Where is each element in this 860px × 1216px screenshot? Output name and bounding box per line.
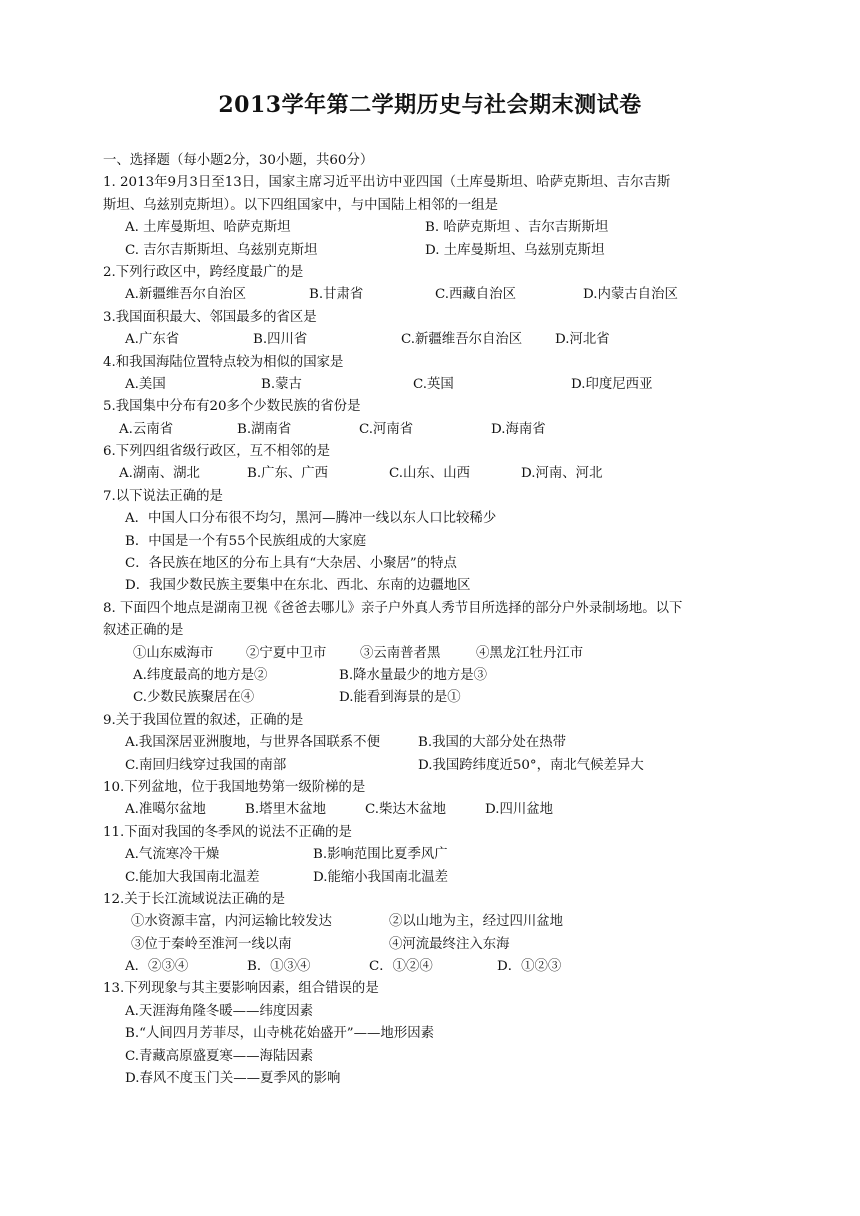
option-a: A.天涯海角隆冬暖——纬度因素 (125, 1003, 314, 1019)
question-10-stem: 10.下列盆地，位于我国地势第一级阶梯的是 (103, 779, 366, 795)
option-c: C.柴达木盆地 (365, 802, 446, 818)
option-d: D.四川盆地 (485, 802, 554, 818)
question-12-options (103, 956, 763, 978)
question-2-stem: 2.下列行政区中，跨经度最广的是 (103, 264, 304, 280)
question-11-options-row-1 (103, 844, 763, 866)
option-b: B. 哈萨克斯坦 、吉尔吉斯斯坦 (425, 220, 609, 236)
option-c: C.英国 (413, 376, 454, 392)
option-d: D.能缩小我国南北温差 (313, 869, 449, 885)
question-12-stem: 12.关于长江流域说法正确的是 (103, 891, 285, 907)
question-10-options (103, 799, 763, 821)
question-9-options-row-1 (103, 732, 763, 754)
option-b: B.湖南省 (237, 421, 292, 437)
option-d: D.河北省 (555, 332, 610, 348)
question-11-options-row-2 (103, 867, 763, 889)
option-d: D．我国少数民族主要集中在东北、西北、东南的边疆地区 (125, 578, 471, 594)
question-4-options (103, 374, 763, 396)
option-d: D.印度尼西亚 (571, 376, 653, 392)
option-a: A．②③④ (125, 959, 189, 975)
option-d: D.能看到海景的是① (339, 690, 461, 706)
question-9-options-row-2 (103, 755, 763, 777)
option-b: B．①③④ (247, 959, 311, 975)
option-c: C.山东、山西 (389, 466, 470, 482)
question-3-options (103, 329, 763, 351)
question-8-options-row-2 (103, 687, 763, 709)
question-8-stem-line-2: 叙述正确的是 (103, 623, 184, 639)
option-a: A．中国人口分布很不均匀，黑河—腾冲一线以东人口比较稀少 (125, 511, 497, 527)
statement-3: ③位于秦岭至淮河一线以南 (131, 936, 292, 952)
option-c: C．①②④ (369, 959, 433, 975)
question-11-stem: 11.下面对我国的冬季风的说法不正确的是 (103, 824, 352, 840)
option-c: C.西藏自治区 (435, 287, 516, 303)
option-b: B.蒙古 (261, 376, 302, 392)
option-c: C.能加大我国南北温差 (125, 869, 260, 885)
option-a: A.广东省 (125, 332, 180, 348)
exam-content (103, 150, 763, 1090)
option-d: D.我国跨纬度近50°，南北气候差异大 (418, 757, 644, 773)
option-a: A.湖南、湖北 (119, 466, 200, 482)
option-a: A.我国深居亚洲腹地，与世界各国联系不便 (125, 735, 380, 751)
option-d: D.河南、河北 (521, 466, 603, 482)
place-2: ②宁夏中卫市 (246, 645, 327, 661)
option-d: D. 土库曼斯坦、乌兹别克斯坦 (425, 242, 605, 258)
place-3: ③云南普者黑 (360, 645, 441, 661)
question-4-stem: 4.和我国海陆位置特点较为相似的国家是 (103, 354, 344, 370)
option-c: C.河南省 (359, 421, 414, 437)
option-b: B.甘肃省 (309, 287, 364, 303)
option-b: B.影响范围比夏季风广 (313, 847, 448, 863)
option-a: A.美国 (125, 376, 166, 392)
question-9-stem: 9.关于我国位置的叙述，正确的是 (103, 712, 304, 728)
option-c: C. 吉尔吉斯斯坦、乌兹别克斯坦 (125, 242, 318, 258)
option-c: C.少数民族聚居在④ (133, 690, 255, 706)
question-8-options-row-1 (103, 665, 763, 687)
option-c: C.青藏高原盛夏寒——海陆因素 (125, 1048, 314, 1064)
question-8-stem-line-1: 8. 下面四个地点是湖南卫视《爸爸去哪儿》亲子户外真人秀节目所选择的部分户外录制场地。以下 (103, 600, 683, 616)
question-7-stem: 7.以下说法正确的是 (103, 488, 223, 504)
place-4: ④黑龙江牡丹江市 (476, 645, 584, 661)
section-heading: 一、选择题（每小题2分，30小题，共60分） (103, 153, 374, 168)
option-b: B．中国是一个有55个民族组成的大家庭 (125, 533, 367, 549)
question-6-options (103, 463, 763, 485)
question-5-stem: 5.我国集中分布有20多个少数民族的省份是 (103, 399, 361, 415)
question-1-stem-line-2: 斯坦、乌兹别克斯坦）。以下四组国家中，与中国陆上相邻的一组是 (103, 197, 499, 213)
option-a: A.纬度最高的地方是② (133, 667, 268, 683)
option-b: B.广东、广西 (247, 466, 329, 482)
question-6-stem: 6.下列四组省级行政区，互不相邻的是 (103, 444, 331, 460)
page-title: 2013学年第二学期历史与社会期末测试卷 (218, 92, 642, 118)
question-2-options (103, 284, 763, 306)
option-c: C.新疆维吾尔自治区 (401, 332, 523, 348)
option-c: C．各民族在地区的分布上具有“大杂居、小聚居”的特点 (125, 556, 457, 572)
option-a: A. 土库曼斯坦、哈萨克斯坦 (125, 220, 291, 236)
option-d: D.春风不度玉门关——夏季风的影响 (125, 1071, 341, 1087)
statement-4: ④河流最终注入东海 (389, 936, 510, 952)
option-c: C.南回归线穿过我国的南部 (125, 757, 287, 773)
question-12-statements-row-1 (103, 911, 763, 933)
question-3-stem: 3.我国面积最大、邻国最多的省区是 (103, 309, 317, 325)
option-b: B.降水量最少的地方是③ (339, 667, 488, 683)
option-a: A.准噶尔盆地 (125, 802, 206, 818)
place-1: ①山东威海市 (133, 645, 214, 661)
option-d: D.内蒙古自治区 (583, 287, 678, 303)
option-b: B.“人间四月芳菲尽，山寺桃花始盛开”——地形因素 (125, 1026, 434, 1042)
question-1-options-row-2 (103, 240, 763, 262)
question-12-statements-row-2 (103, 934, 763, 956)
option-a: A.新疆维吾尔自治区 (125, 287, 247, 303)
option-b: B.塔里木盆地 (245, 802, 327, 818)
option-b: B.我国的大部分处在热带 (418, 735, 567, 751)
option-d: D．①②③ (497, 959, 562, 975)
option-a: A.云南省 (119, 421, 174, 437)
option-d: D.海南省 (491, 421, 546, 437)
option-a: A.气流寒冷干燥 (125, 847, 220, 863)
question-8-places (103, 643, 763, 665)
question-1-options-row-1 (103, 217, 763, 239)
statement-2: ②以山地为主，经过四川盆地 (389, 914, 564, 930)
question-13-stem: 13.下列现象与其主要影响因素，组合错误的是 (103, 981, 379, 997)
question-5-options (103, 419, 763, 441)
question-1-stem-line-1: 1. 2013年9月3日至13日，国家主席习近平出访中亚四国（土库曼斯坦、哈萨克斯坦、吉尔吉斯 (103, 175, 671, 191)
option-b: B.四川省 (253, 332, 308, 348)
statement-1: ①水资源丰富，内河运输比较发达 (131, 914, 332, 930)
